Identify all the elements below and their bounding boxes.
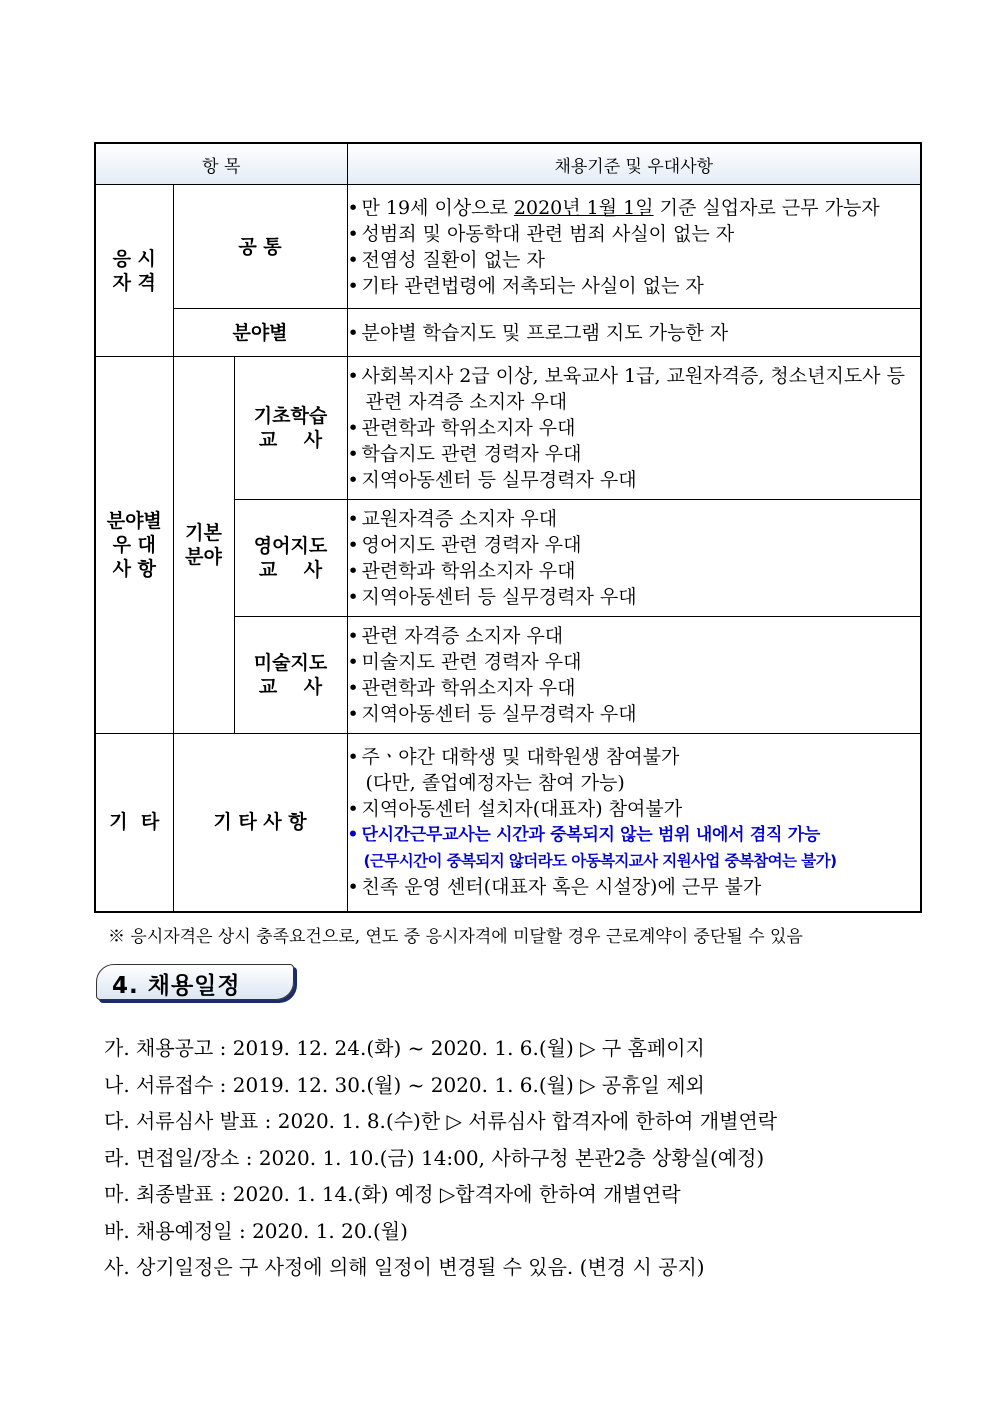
section-title: 4. 채용일정 [112,973,241,999]
schedule-item: 라. 면접일/장소 : 2020. 1. 10.(금) 14:00, 사하구청 본관2층 상황실(예정) [104,1145,765,1170]
list-item: • 영어지도 관련 경력자 우대 [347,534,582,556]
group-label-art: 미술지도 교 사 [234,617,347,734]
common-criteria [347,185,921,309]
list-item: • 교원자격증 소지자 우대 [347,508,558,530]
group-criteria-basic-learning [347,357,921,500]
list-item: • 전염성 질환이 없는 자 [347,248,545,271]
schedule-item: 사. 상기일정은 구 사정에 의해 일정이 변경될 수 있음. (변경 시 공지) [104,1255,705,1279]
header-item: 항 목 [95,143,347,185]
schedule-item: 마. 최종발표 : 2020. 1. 14.(화) 예정 ▷합격자에 한하여 개별연락 [104,1182,681,1206]
other-criteria [347,734,921,912]
schedule-item: 바. 채용예정일 : 2020. 1. 20.(월) [104,1218,408,1243]
group-criteria-english [347,500,921,617]
list-item: • 사회복지사 2급 이상, 보육교사 1급, 교원자격증, 청소년지도사 등 [347,365,905,387]
basic-field-label: 기본 분야 [173,357,234,734]
schedule-list [104,1030,777,1286]
list-item: • 성범죄 및 아동학대 관련 범죄 사실이 없는 자 [347,222,735,245]
eligibility-table [94,142,922,913]
list-item: • 관련학과 학위소지자 우대 [347,417,576,439]
other-sublabel: 기 타 사 항 [173,734,347,912]
field-criteria [347,309,921,357]
list-item: • 주ㆍ야간 대학생 및 대학원생 참여불가 [347,746,680,769]
group-label-english: 영어지도 교 사 [234,500,347,617]
section-heading [96,964,296,1002]
schedule-item: 가. 채용공고 : 2019. 12. 24.(화) ~ 2020. 1. 6.(월) ▷ 구 홈페이지 [104,1036,705,1060]
group-criteria-art [347,617,921,734]
list-item: • 지역아동센터 등 실무경력자 우대 [347,586,637,608]
eligibility-label: 응 시 자 격 [95,185,173,357]
list-item: • 관련학과 학위소지자 우대 [347,560,576,582]
list-item: • 지역아동센터 등 실무경력자 우대 [347,703,637,725]
common-label: 공 통 [173,185,347,309]
list-item: • 관련학과 학위소지자 우대 [347,677,576,699]
other-label: 기 타 [95,734,173,912]
field-label: 분야별 [173,309,347,357]
header-criteria: 채용기준 및 우대사항 [347,143,921,185]
list-item-highlight: • 단시간근무교사는 시간과 중복되지 않는 범위 내에서 겸직 가능 [347,825,821,846]
list-item: (다만, 졸업예정자는 참여 가능) [365,772,625,795]
list-item: • 관련 자격증 소지자 우대 [347,625,564,647]
list-item: • 학습지도 관련 경력자 우대 [347,443,582,465]
list-item: • 지역아동센터 등 실무경력자 우대 [347,469,637,491]
schedule-item: 다. 서류심사 발표 : 2020. 1. 8.(수)한 ▷ 서류심사 합격자에 한하여 개별연락 [104,1109,778,1133]
group-label-basic-learning: 기초학습 교 사 [234,357,347,500]
list-item: • 미술지도 관련 경력자 우대 [347,651,582,673]
list-item: • 만 19세 이상으로 2020년 1월 1일 기준 실업자로 근무 가능자 [347,196,880,219]
list-item-highlight: (근무시간이 중복되지 않더라도 아동복지교사 지원사업 중복참여는 불가) [363,852,837,871]
list-item: • 분야별 학습지도 및 프로그램 지도 가능한 자 [347,321,729,344]
eligibility-note: ※ 응시자격은 상시 충족요건으로, 연도 중 응시자격에 미달할 경우 근로계약이 중단될 수 있음 [108,927,803,947]
list-item: 관련 자격증 소지자 우대 [365,391,568,413]
list-item: • 기타 관련법령에 저촉되는 사실이 없는 자 [347,274,704,297]
preference-label: 분야별 우 대 사 항 [95,357,173,734]
list-item: • 지역아동센터 설치자(대표자) 참여불가 [347,798,683,821]
schedule-item: 나. 서류접수 : 2019. 12. 30.(월) ~ 2020. 1. 6.(월) ▷ 공휴일 제외 [104,1072,705,1097]
list-item: • 친족 운영 센터(대표자 혹은 시설장)에 근무 불가 [347,876,762,899]
